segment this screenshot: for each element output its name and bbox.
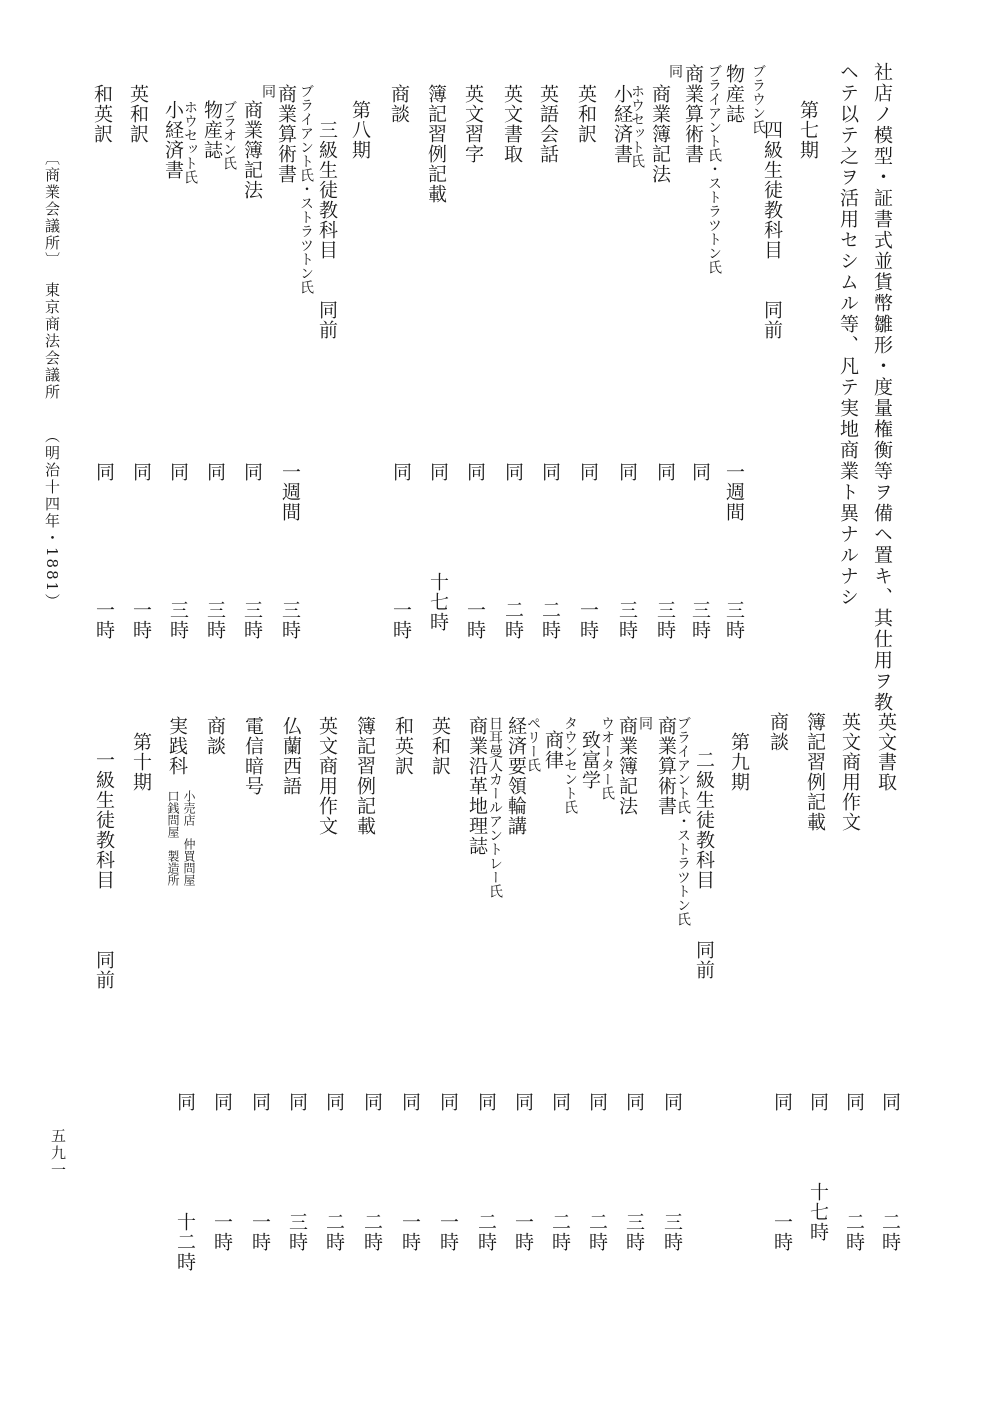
term9-hours-1: 三時: [661, 1212, 683, 1252]
term9-subject-6: 商業沿革地理誌: [466, 716, 488, 856]
term9-hours-6: 二時: [475, 1212, 497, 1252]
term9-subject-4: 商律: [542, 730, 564, 770]
term8-subject-6: 和英訳: [91, 84, 113, 144]
term8c-hours-3: 十七時: [807, 1182, 829, 1242]
term8c-subject-2: 英文商用作文: [839, 712, 861, 832]
term9-period-13: 同: [211, 1092, 233, 1112]
term8-subject-1: 商業算術書: [275, 84, 297, 184]
term8-subject-3: 物産誌: [201, 100, 223, 160]
term9-hours-11: 三時: [286, 1212, 308, 1252]
term8-hours-5: 一時: [130, 600, 152, 640]
term9-subject-8: 和英訳: [392, 716, 414, 776]
term7-hours-7: 二時: [502, 600, 524, 640]
term9-practice-sub-1: 小売店 仲買問屋: [182, 790, 196, 886]
term9-hours-8: 一時: [399, 1212, 421, 1252]
term8c-hours-1: 二時: [879, 1212, 901, 1252]
term7-period-9: 同: [427, 462, 449, 482]
term7-period-7: 同: [502, 462, 524, 482]
term7-hours-8: 一時: [464, 600, 486, 640]
term9-hours-12: 一時: [249, 1212, 271, 1252]
term8-period-2: 同: [241, 462, 263, 482]
term7-subject-5: 英和訳: [575, 84, 597, 144]
term7-author-4: ホウセット氏: [629, 84, 645, 168]
term8-subject-5: 英和訳: [127, 84, 149, 144]
term7-period-3: 同: [654, 462, 676, 482]
term7-author-1: ブラウン氏: [750, 64, 766, 134]
term7-period-1: 一週間: [723, 462, 745, 522]
term8-author-3: ブラオン氏: [221, 100, 237, 170]
term8-title: 第八期: [349, 100, 371, 160]
term8-hours-3: 三時: [204, 600, 226, 640]
term8c-subject-3: 簿記習例記載: [804, 712, 826, 832]
term8c-hours-2: 二時: [843, 1212, 865, 1252]
term8-period-1: 一週間: [279, 462, 301, 522]
term8-hours-1: 三時: [279, 600, 301, 640]
term9-subject-14: 実践科: [166, 716, 188, 776]
term9-practice-sub-2: 口銭問屋 製造所: [166, 790, 180, 886]
term9-subject-1: 商業算術書: [655, 716, 677, 816]
footer-label: 〔商業会議所〕: [43, 150, 61, 269]
term8c-period-4: 同: [771, 1092, 793, 1112]
term8-hours-6: 一時: [93, 600, 115, 640]
term7-subject-1: 物産誌: [723, 64, 745, 124]
term7-period-8: 同: [464, 462, 486, 482]
term9-period-2: 同: [623, 1092, 645, 1112]
term9-hours-9: 二時: [361, 1212, 383, 1252]
term7-period-5: 同: [577, 462, 599, 482]
term8c-subject-1: 英文書取: [875, 712, 897, 792]
term8-hours-2: 三時: [241, 600, 263, 640]
term7-subject-2: 商業算術書: [682, 64, 704, 164]
term7-title: 第七期: [797, 100, 819, 160]
term8-period-3: 同: [204, 462, 226, 482]
term7-hours-3: 三時: [654, 600, 676, 640]
term9-grade-note: 同前: [693, 940, 715, 980]
term9-author-6: 日耳曼人カールアントレー氏: [487, 716, 503, 898]
term9-subject-11: 仏蘭西語: [280, 716, 302, 796]
term9-hours-3: 二時: [586, 1212, 608, 1252]
page-number: 五九一: [49, 1128, 67, 1179]
term7-hours-10: 一時: [390, 600, 412, 640]
term9-period-12: 同: [249, 1092, 271, 1112]
term7-grade-note: 同前: [761, 300, 783, 340]
term8-period-4: 同: [167, 462, 189, 482]
term7-author-2: ブライアント氏・ストラツトン氏: [706, 64, 722, 274]
term8-hours-4: 三時: [167, 600, 189, 640]
term9-period-5: 同: [512, 1092, 534, 1112]
term7-subject-6: 英語会話: [537, 84, 559, 164]
term7-hours-9: 十七時: [427, 572, 449, 632]
term8-author-1: ブライアント氏・ストラツトン氏: [298, 84, 314, 294]
term8-subject-4: 小経済書: [162, 100, 184, 180]
term7-hours-2: 三時: [689, 600, 711, 640]
term9-period-1: 同: [661, 1092, 683, 1112]
term10-grade: 一級生徒教科目: [93, 750, 115, 890]
term9-hours-7: 一時: [437, 1212, 459, 1252]
intro-line-1: 社店ノ模型・証書式並貨幣雛形・度量権衡等ヲ備ヘ置キ、其仕用ヲ教: [871, 62, 893, 713]
term7-hours-4: 三時: [616, 600, 638, 640]
term7-period-2: 同: [689, 462, 711, 482]
footer-org: 東京商法会議所: [43, 282, 61, 401]
term9-author-4: タウンセント氏: [562, 716, 578, 814]
term9-subject-12: 電信暗号: [242, 716, 264, 796]
term8c-period-3: 同: [807, 1092, 829, 1112]
term9-subject-2: 商業簿記法: [616, 716, 638, 816]
term9-author-5: ペリー氏: [525, 716, 541, 772]
term9-subject-9: 簿記習例記載: [354, 716, 376, 836]
term9-hours-14: 十二時: [174, 1212, 196, 1272]
term9-period-10: 同: [323, 1092, 345, 1112]
term8-grade: 三級生徒教科目: [316, 120, 338, 260]
term9-subject-13: 商談: [204, 716, 226, 756]
term7-author-3: 同: [667, 64, 683, 78]
term7-subject-4: 小経済書: [611, 84, 633, 164]
term10-title: 第十期: [130, 732, 152, 792]
term9-author-3: ウオーター氏: [599, 716, 615, 800]
term7-subject-7: 英文書取: [501, 84, 523, 164]
term7-subject-9: 簿記習例記載: [425, 84, 447, 204]
term10-grade-note: 同前: [93, 950, 115, 990]
term9-period-11: 同: [286, 1092, 308, 1112]
intro-line-2: ヘテ以テ之ヲ活用セシムル等、凡テ実地商業ト異ナルナシ: [837, 62, 859, 608]
term7-period-6: 同: [539, 462, 561, 482]
term9-hours-13: 一時: [211, 1212, 233, 1252]
term9-hours-5: 一時: [512, 1212, 534, 1252]
term7-hours-6: 二時: [539, 600, 561, 640]
term9-hours-4: 二時: [549, 1212, 571, 1252]
term7-hours-1: 三時: [723, 600, 745, 640]
term9-title: 第九期: [728, 732, 750, 792]
term8c-period-2: 同: [843, 1092, 865, 1112]
term8c-hours-4: 一時: [771, 1212, 793, 1252]
term7-subject-3: 商業簿記法: [649, 84, 671, 184]
term8-author-2: 同: [260, 84, 276, 98]
term7-period-10: 同: [390, 462, 412, 482]
term9-author-1: ブライアント氏・ストラツトン氏: [675, 716, 691, 926]
term9-subject-10: 英文商用作文: [316, 716, 338, 836]
term8-period-6: 同: [93, 462, 115, 482]
term9-subject-5: 経済要領輪講: [505, 716, 527, 836]
term7-period-4: 同: [616, 462, 638, 482]
term9-subject-3: 致富学: [579, 730, 601, 790]
term9-subject-7: 英和訳: [429, 716, 451, 776]
term9-hours-2: 三時: [623, 1212, 645, 1252]
term8-subject-2: 商業簿記法: [241, 100, 263, 200]
term9-period-9: 同: [361, 1092, 383, 1112]
footer-date: （明治十四年・1881）: [43, 428, 61, 611]
term8-grade-note: 同前: [316, 300, 338, 340]
term9-period-7: 同: [437, 1092, 459, 1112]
term9-period-14: 同: [174, 1092, 196, 1112]
term8-author-4: ホウセット氏: [182, 100, 198, 184]
term7-hours-5: 一時: [577, 600, 599, 640]
term9-period-3: 同: [586, 1092, 608, 1112]
term9-grade: 二級生徒教科目: [693, 750, 715, 890]
term9-period-6: 同: [475, 1092, 497, 1112]
term7-subject-8: 英文習字: [462, 84, 484, 164]
term8c-period-1: 同: [879, 1092, 901, 1112]
term9-period-8: 同: [399, 1092, 421, 1112]
term7-grade: 四級生徒教科目: [761, 120, 783, 260]
term7-subject-10: 商談: [388, 84, 410, 124]
term8c-subject-4: 商談: [767, 712, 789, 752]
term9-hours-10: 二時: [323, 1212, 345, 1252]
term8-period-5: 同: [130, 462, 152, 482]
term9-period-4: 同: [549, 1092, 571, 1112]
term9-author-2: 同: [637, 716, 653, 730]
